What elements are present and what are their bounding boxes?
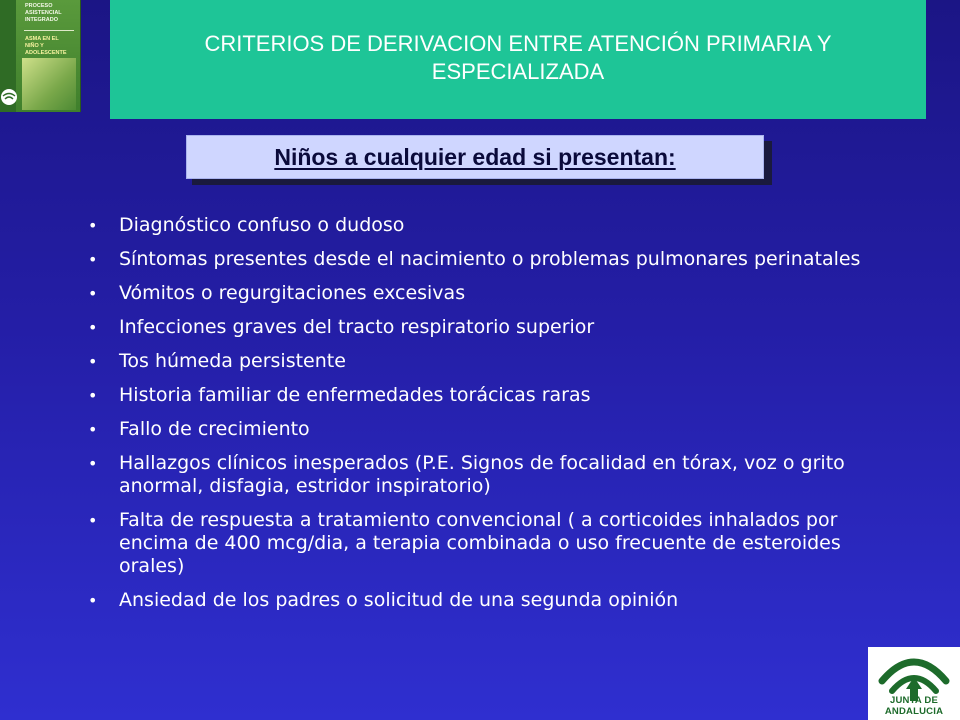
criteria-list xyxy=(88,214,908,623)
page-title: CRITERIOS DE DERIVACION ENTRE ATENCIÓN PRIMARIA Y ESPECIALIZADA xyxy=(204,31,832,84)
list-item xyxy=(88,214,908,237)
list-item xyxy=(88,589,908,612)
bullet-icon: • xyxy=(88,216,98,235)
list-item xyxy=(88,509,908,578)
list-item xyxy=(88,282,908,305)
bullet-icon: • xyxy=(88,284,98,303)
list-item xyxy=(88,418,908,441)
list-item xyxy=(88,384,908,407)
list-item-text: Diagnóstico confuso o dudoso xyxy=(119,214,405,236)
list-item xyxy=(88,350,908,373)
bullet-icon: • xyxy=(88,250,98,269)
junta-de-andalucia-logo xyxy=(868,647,960,720)
list-item-text: Infecciones graves del tracto respiratorio superior xyxy=(119,316,595,338)
list-item-text: Vómitos o regurgitaciones excesivas xyxy=(119,282,466,304)
list-item xyxy=(88,248,908,271)
list-item-text: Hallazgos clínicos inesperados (P.E. Signos de focalidad en tórax, voz o grito anormal, disfagia, estridor inspiratorio) xyxy=(119,452,845,497)
list-item-text: Falta de respuesta a tratamiento convencional ( a corticoides inhalados por encima de 400 mcg/dia, a terapia combinada o uso frecuente de esteroides orales) xyxy=(119,509,841,577)
bullet-icon: • xyxy=(88,591,98,610)
list-item xyxy=(88,452,908,498)
bullet-icon: • xyxy=(88,386,98,405)
list-item-text: Tos húmeda persistente xyxy=(119,350,346,372)
cover-illustration xyxy=(22,58,76,110)
list-item-text: Historia familiar de enfermedades torácicas raras xyxy=(119,384,591,406)
bullet-icon: • xyxy=(88,454,98,473)
book-cover-thumbnail xyxy=(0,0,81,112)
bullet-icon: • xyxy=(88,420,98,439)
subtitle-text: Niños a cualquier edad si presentan: xyxy=(274,143,676,170)
cover-junta-icon xyxy=(0,88,18,106)
list-item-text: Síntomas presentes desde el nacimiento o problemas pulmonares perinatales xyxy=(119,248,861,270)
list-item-text: Ansiedad de los padres o solicitud de una segunda opinión xyxy=(119,589,679,611)
list-item-text: Fallo de crecimiento xyxy=(119,418,310,440)
bullet-icon: • xyxy=(88,318,98,337)
list-item xyxy=(88,316,908,339)
bullet-icon: • xyxy=(88,511,98,530)
cover-title-bottom: ASMA EN EL NIÑO Y ADOLESCENTE xyxy=(25,36,67,56)
subtitle-box xyxy=(186,135,764,179)
cover-title-top: PROCESO ASISTENCIAL INTEGRADO xyxy=(25,3,62,23)
junta-logo-text: JUNTA DE ANDALUCIA xyxy=(884,695,944,717)
bullet-icon: • xyxy=(88,352,98,371)
header-banner xyxy=(110,0,926,119)
cover-divider xyxy=(24,30,74,31)
